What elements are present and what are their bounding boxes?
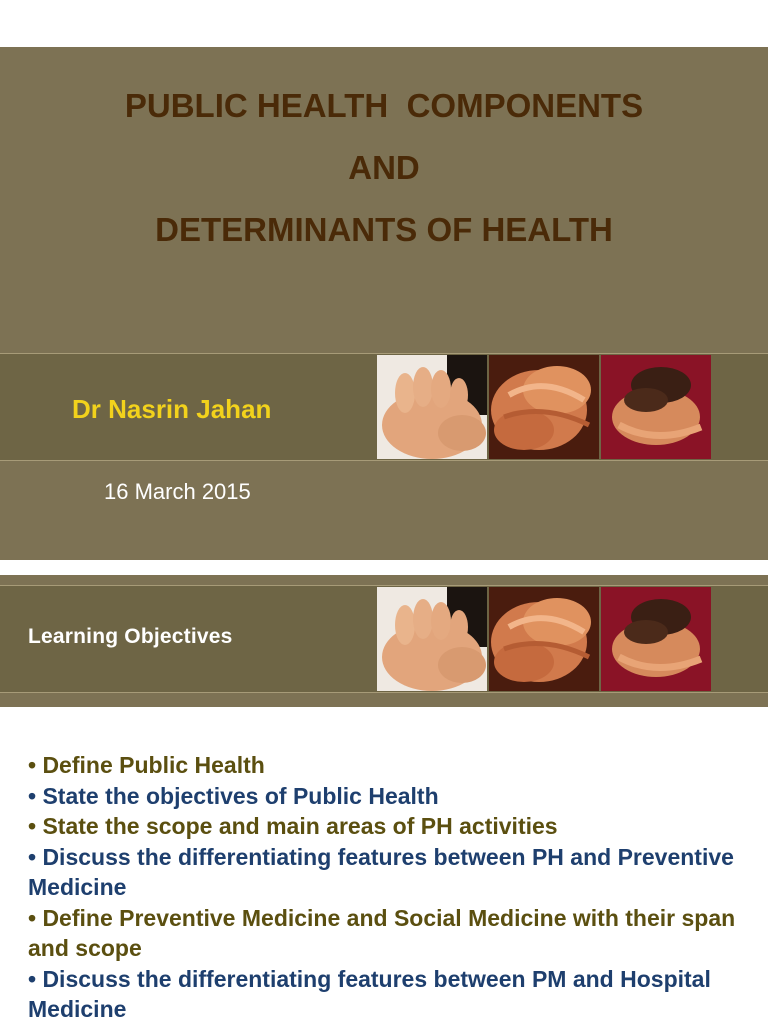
baby-hand-photo — [377, 355, 487, 459]
clasped-hands-photo — [489, 355, 599, 459]
title-line-1: PUBLIC HEALTH COMPONENTS — [124, 87, 644, 124]
title-slide — [0, 47, 768, 560]
objective-item: • Define Preventive Medicine and Social Medicine with their span and scope — [28, 904, 736, 961]
presentation-date: 16 March 2015 — [104, 479, 251, 504]
objective-item: • State the scope and main areas of PH activities — [28, 813, 558, 839]
slide-title — [0, 75, 768, 261]
objectives-list — [28, 750, 758, 1025]
objectives-slide-header — [0, 575, 768, 707]
objective-item: • State the objectives of Public Health — [28, 782, 439, 809]
clasped-hands-photo — [489, 587, 599, 691]
baby-hand-photo — [377, 587, 487, 691]
hands-photo-strip-2 — [377, 587, 713, 691]
objectives-heading: Learning Objectives — [28, 625, 233, 648]
objectives-band — [0, 585, 768, 693]
holding-hands-photo — [601, 355, 711, 459]
objective-item: • Discuss the differentiating features between PM and Hospital Medicine — [28, 965, 711, 1022]
holding-hands-photo — [601, 587, 711, 691]
title-line-2: AND — [348, 149, 420, 186]
author-band — [0, 353, 768, 461]
hands-photo-strip — [377, 355, 713, 459]
title-line-3: DETERMINANTS OF HEALTH — [155, 211, 613, 248]
author-name: Dr Nasrin Jahan — [72, 394, 272, 424]
objective-item: • Define Public Health — [28, 752, 265, 778]
objective-item: • Discuss the differentiating features between PH and Preventive Medicine — [28, 843, 734, 900]
